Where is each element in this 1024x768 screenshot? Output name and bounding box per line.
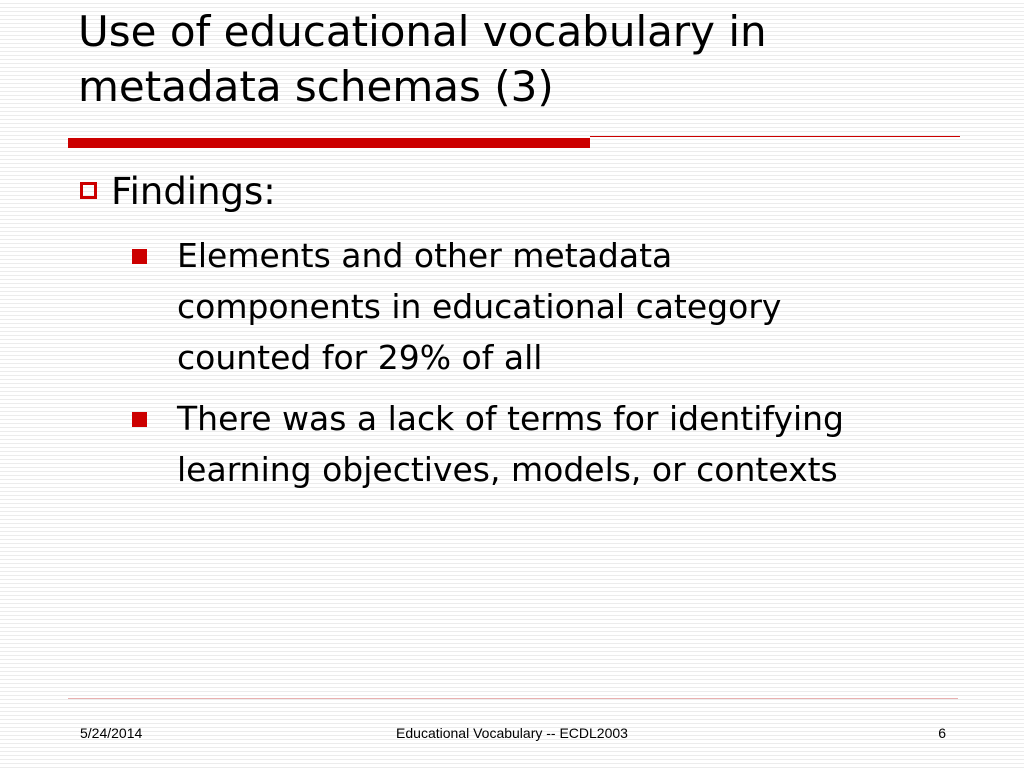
footer-divider xyxy=(68,698,958,699)
filled-square-bullet-icon xyxy=(132,249,147,264)
hollow-square-bullet-icon xyxy=(80,182,97,199)
title-underline-thick xyxy=(68,138,590,148)
findings-label: Findings: xyxy=(111,170,276,213)
title-underline-thin xyxy=(590,136,960,137)
bullet-level1-findings xyxy=(80,166,960,218)
bullet-level2-item xyxy=(132,230,912,383)
slide-number: 6 xyxy=(938,725,946,741)
footer-date: 5/24/2014 xyxy=(80,725,143,741)
footer-title: Educational Vocabulary -- ECDL2003 xyxy=(396,725,628,741)
bullet-text: Elements and other metadata components in educational category counted for 29% of all xyxy=(177,236,782,377)
bullet-text: There was a lack of terms for identifying learning objectives, models, or contexts xyxy=(177,399,845,489)
filled-square-bullet-icon xyxy=(132,412,147,427)
slide-title: Use of educational vocabulary in metadata schemas (3) xyxy=(78,7,767,111)
bullet-level2-item xyxy=(132,393,912,495)
